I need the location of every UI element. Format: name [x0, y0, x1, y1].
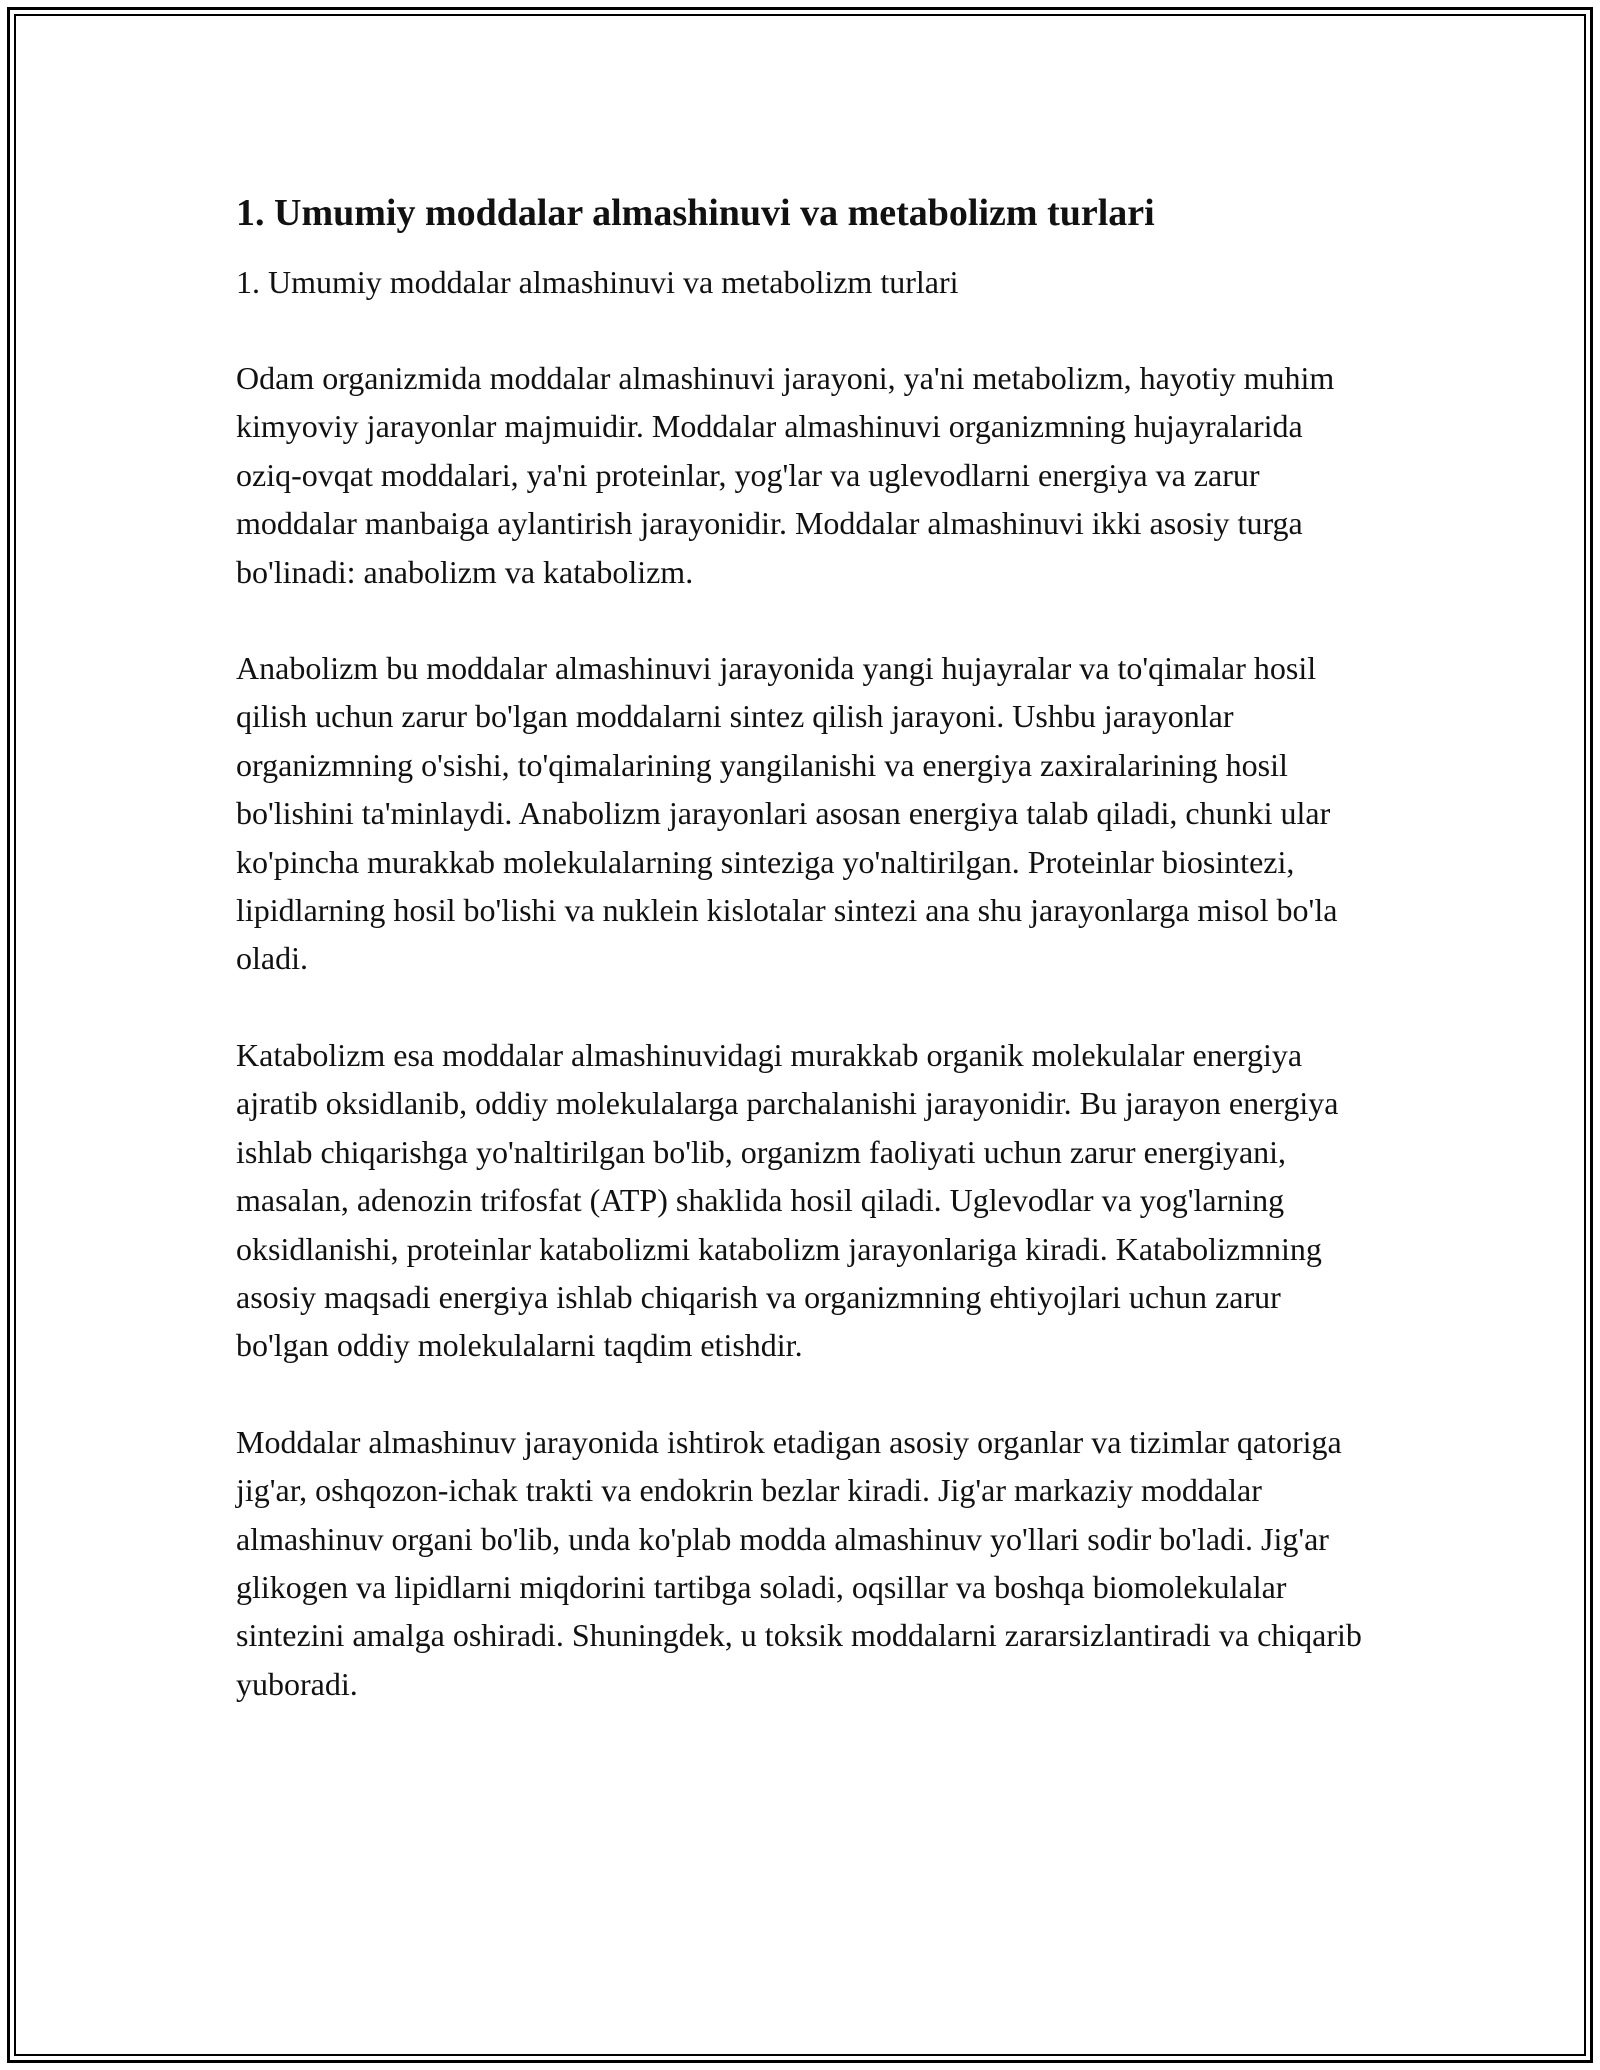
- document-body: [236, 186, 1366, 1756]
- paragraph-organs: Moddalar almashinuv jarayonida ishtirok etadigan asosiy organlar va tizimlar qatoriga jig'ar, oshqozon-ichak trakti va endokrin bezlar kiradi. Jig'ar markaziy moddalar almashinuv organi bo'lib, unda ko'plab modda almashinuv yo'llari sodir bo'ladi. Jig'ar glikogen va lipidlarni miqdorini tartibga soladi, oqsillar va boshqa biomolekulalar sintezini amalga oshiradi. Shuningdek, u toksik moddalarni zararsizlantiradi va chiqarib yuboradi.: [236, 1423, 1362, 1702]
- paragraph-metabolism-intro: Odam organizmida moddalar almashinuvi jarayoni, ya'ni metabolizm, hayotiy muhim kimyoviy jarayonlar majmuidir. Moddalar almashinuvi organizmning hujayralarida oziq-ovqat moddalari, ya'ni proteinlar, yog'lar va uglevodlarni energiya va zarur moddalar manbaiga aylantirish jarayonidir. Moddalar almashinuvi ikki asosiy turga bo'linadi: anabolizm va katabolizm.: [236, 360, 1335, 590]
- paragraph-catabolism: Katabolizm esa moddalar almashinuvidagi murakkab organik molekulalar energiya ajratib oksidlanib, oddiy molekulalarga parchalanishi jarayonidir. Bu jarayon energiya ishlab chiqarishga yo'naltirilgan bo'lib, organizm faoliyati uchun zarur energiyani, masalan, adenozin trifosfat (ATP) shaklida hosil qiladi. Uglevodlar va yog'larning oksidlanishi, proteinlar katabolizmi katabolizm jarayonlariga kiradi. Katabolizmning asosiy maqsadi energiya ishlab chiqarish va organizmning ehtiyojlari uchun zarur bo'lgan oddiy molekulalarni taqdim etishdir.: [236, 1036, 1339, 1364]
- document-subtitle: 1. Umumiy moddalar almashinuvi va metabolizm turlari: [236, 264, 959, 300]
- paragraph-anabolism: Anabolizm bu moddalar almashinuvi jarayonida yangi hujayralar va to'qimalar hosil qilish uchun zarur bo'lgan moddalarni sintez qilish jarayoni. Ushbu jarayonlar organizmning o'sishi, to'qimalarining yangilanishi va energiya zaxiralarining hosil bo'lishini ta'minlaydi. Anabolizm jarayonlari asosan energiya talab qiladi, chunki ular ko'pincha murakkab molekulalarning sinteziga yo'naltirilgan. Proteinlar biosintezi, lipidlarning hosil bo'lishi va nuklein kislotalar sintezi ana shu jarayonlarga misol bo'la oladi.: [236, 650, 1338, 977]
- document-heading: 1. Umumiy moddalar almashinuvi va metabolizm turlari: [236, 192, 1155, 234]
